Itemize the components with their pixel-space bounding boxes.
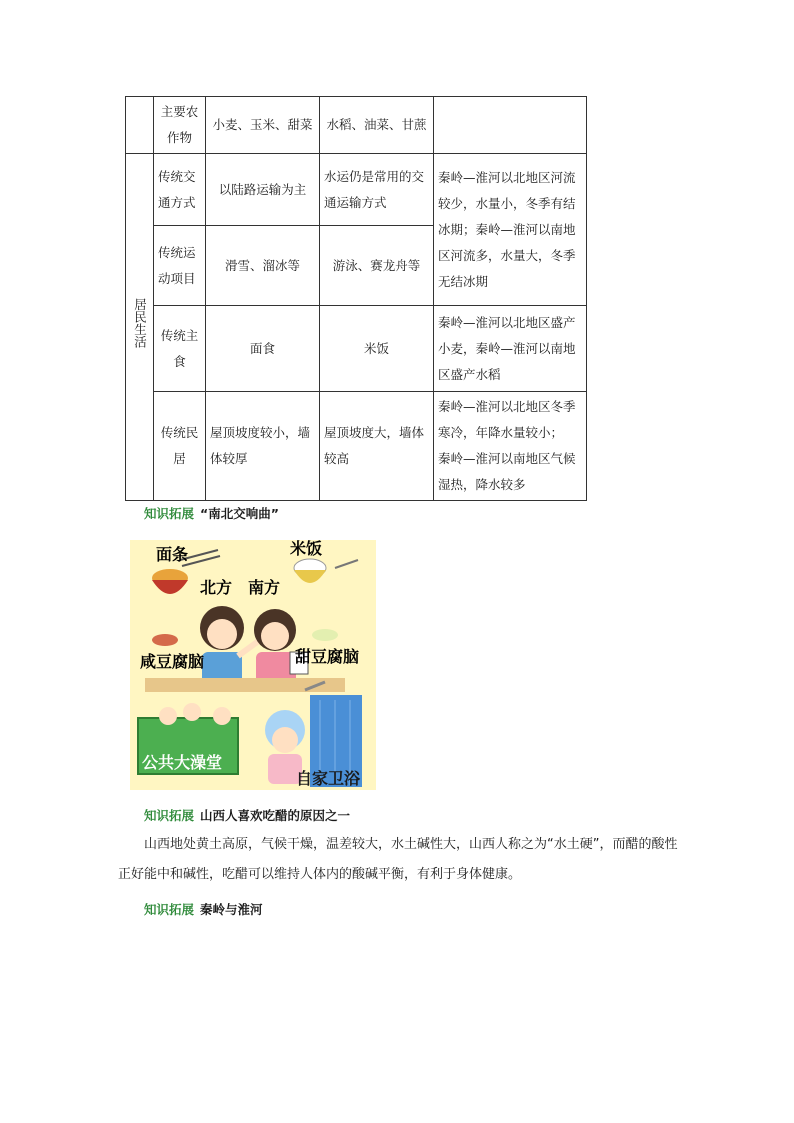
section-heading-2 [144, 806, 350, 824]
north-south-comparison-table [125, 96, 587, 501]
row-label-sport: 传统运动项目 [154, 226, 206, 306]
reason-transport-sport: 秦岭—淮河以北地区河流较少，水量小，冬季有结冰期；秦岭—淮河以南地区河流多，水量大，冬季无结冰期 [434, 154, 587, 306]
blank-cell [126, 97, 154, 154]
section-heading-1 [144, 504, 279, 522]
section-title: 山西人喜欢吃醋的原因之一 [200, 808, 351, 823]
salty-tofu-label: 咸豆腐脑 [140, 652, 205, 671]
row-label-house: 传统民居 [154, 392, 206, 501]
section-title: 秦岭与淮河 [200, 902, 263, 917]
reason-food: 秦岭—淮河以北地区盛产小麦，秦岭—淮河以南地区盛产水稻 [434, 306, 587, 392]
row-label-transport: 传统交通方式 [154, 154, 206, 226]
south-crop: 水稻、油菜、甘蔗 [320, 97, 434, 154]
salty-tofu-bowl-icon [152, 634, 178, 646]
row-label-crop: 主要农作物 [154, 97, 206, 154]
reason-house-line2: 秦岭—淮河以南地区气候湿热，降水较多 [438, 451, 576, 492]
section-title: “南北交响曲” [200, 506, 279, 521]
north-label: 北方 [200, 578, 233, 597]
north-transport: 以陆路运输为主 [206, 154, 320, 226]
section-tag: 知识拓展 [144, 506, 195, 521]
south-food: 米饭 [320, 306, 434, 392]
reason-house [434, 392, 587, 501]
row-label-food: 传统主食 [154, 306, 206, 392]
south-house: 屋顶坡度大，墙体较高 [320, 392, 434, 501]
sweet-tofu-label: 甜豆腐脑 [295, 647, 360, 666]
north-house: 屋顶坡度较小，墙体较厚 [206, 392, 320, 501]
public-bath-label: 公共大澡堂 [142, 753, 223, 772]
rice-label: 米饭 [290, 540, 323, 558]
vinegar-paragraph: 山西地处黄土高原，气候干燥，温差较大，水土碱性大，山西人称之为“水土硬”，而醋的酸性正好能中和碱性，吃醋可以维持人体内的酸碱平衡，有利于身体健康。 [118, 837, 678, 882]
reason-crop [434, 97, 587, 154]
section-tag: 知识拓展 [144, 808, 195, 823]
south-sport: 游泳、赛龙舟等 [320, 226, 434, 306]
north-sport: 滑雪、溜冰等 [206, 226, 320, 306]
sweet-tofu-bowl-icon [312, 629, 338, 641]
noodles-label: 面条 [156, 545, 189, 564]
north-crop: 小麦、玉米、甜菜 [206, 97, 320, 154]
section-heading-3 [144, 900, 263, 918]
section-tag: 知识拓展 [144, 902, 195, 917]
north-south-illustration [130, 540, 376, 790]
south-transport: 水运仍是常用的交通运输方式 [320, 154, 434, 226]
home-bath-label: 自家卫浴 [296, 769, 361, 788]
north-food: 面食 [206, 306, 320, 392]
group-label-residents: 居民生活 [126, 154, 154, 501]
south-label: 南方 [248, 578, 281, 597]
reason-house-line1: 秦岭—淮河以北地区冬季寒冷，年降水量较小； [438, 399, 576, 440]
